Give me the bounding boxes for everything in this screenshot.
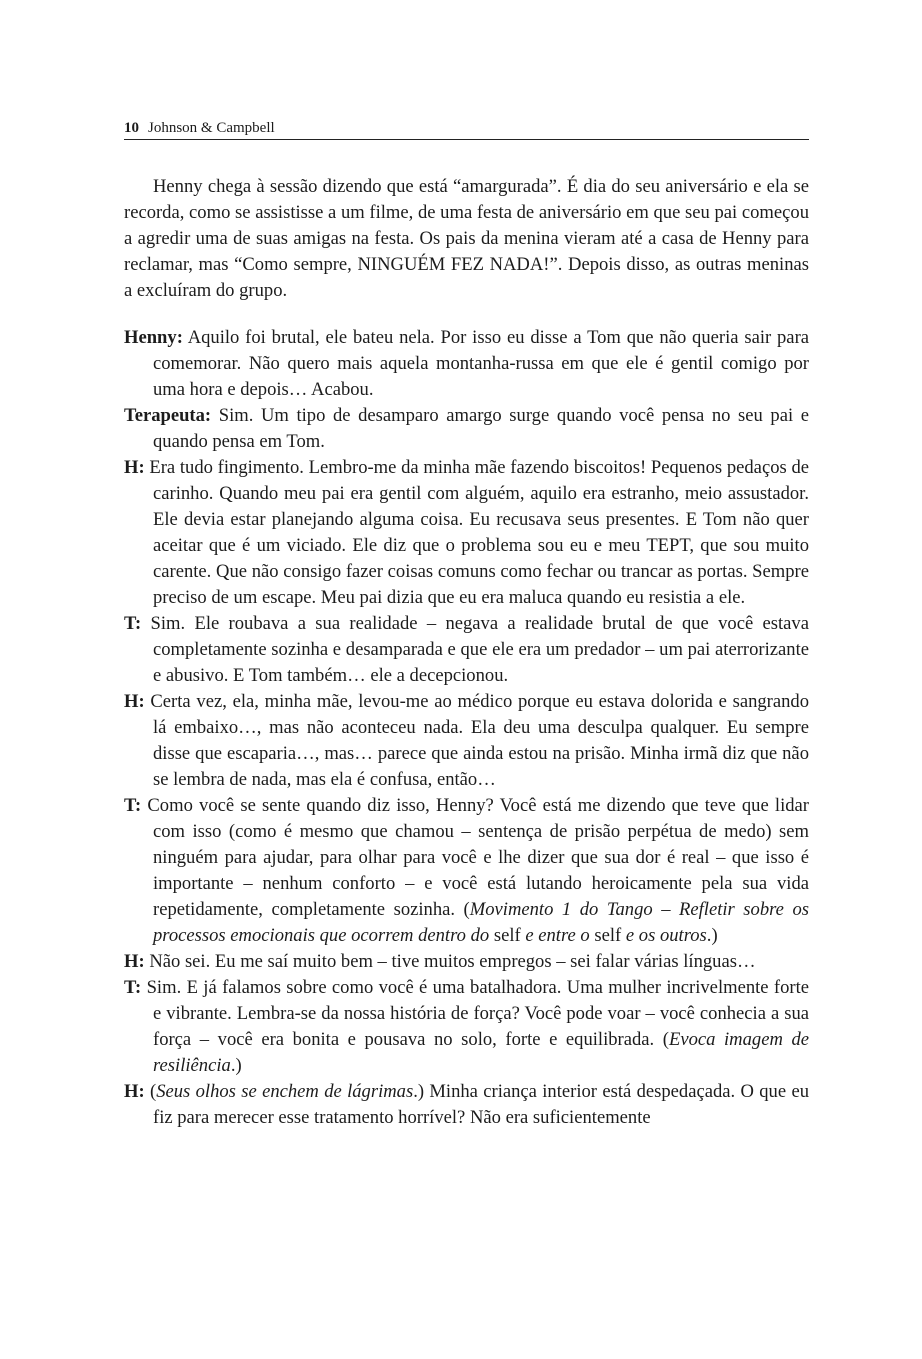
utterance: Não sei. Eu me saí muito bem – tive muitos empregos – sei falar várias línguas… [149,951,756,972]
stage-direction-open: ( [150,1081,157,1102]
dialogue-turn [124,1079,809,1131]
dialogue-turn [124,793,809,949]
stage-direction: Seus olhos se enchem de lágrimas [156,1081,414,1102]
annotation-word: self [489,925,526,946]
speaker-label: T: [124,977,142,998]
annotation-italic: Movimento 1 do Tango – Refletir sobre os processos emocionais que ocorrem dentro do [153,899,809,946]
utterance: Sim. Um tipo de desamparo amargo surge quando você pensa no seu pai e quando pensa em Tom. [153,405,809,452]
utterance: Era tudo fingimento. Lembro-me da minha mãe fazendo biscoitos! Pequenos pedaços de carinho. Quando meu pai era gentil com alguém, aquilo era estranho, meio assustador. Ele devia estar planejando alguma coisa. Eu recusava seus presentes. E Tom não quer aceitar que é um viciado. Ele diz que o problema sou eu e meu TEPT, que sou muito carente. Que não consigo fazer coisas comuns como fechar ou trancar as portas. Sempre preciso de um escape. Meu pai dizia que eu era maluca quando eu resistia a ele. [149,457,809,608]
stage-direction-close: .) [413,1081,425,1102]
utterance: Certa vez, ela, minha mãe, levou-me ao médico porque eu estava dolorida e sangrando lá embaixo…, mas não aconteceu nada. Ela deu uma desculpa qualquer. Eu sempre disse que escaparia…, mas… parece que ainda estou na prisão. Minha irmã diz que não se lembra de nada, mas ela é confusa, então… [150,691,809,790]
dialogue-transcript [124,325,809,1131]
book-page [124,118,809,1131]
speaker-label: H: [124,951,145,972]
annotation-italic: e entre o [525,925,590,946]
speaker-label: T: [124,795,142,816]
speaker-label: H: [124,691,145,712]
speaker-label: T: [124,613,142,634]
intro-paragraph: Henny chega à sessão dizendo que está “amargurada”. É dia do seu aniversário e ela se recorda, como se assistisse a um filme, de uma festa de aniversário em que seu pai começou a agredir uma de suas amigas na festa. Os pais da menina vieram até a casa de Henny para reclamar, mas “Como sempre, NINGUÉM FEZ NADA!”. Depois disso, as outras meninas a excluíram do grupo. [124,176,809,301]
annotation-close: .) [706,925,718,946]
annotation-italic: Evoca imagem de resiliência [153,1029,810,1076]
annotation-open: ( [654,1029,669,1050]
running-title: Johnson & Campbell [148,120,275,136]
speaker-label: Henny: [124,327,183,348]
utterance: Sim. E já falamos sobre como você é uma batalhadora. Uma mulher incrivelmente forte e vibrante. Lembra-se da nossa história de força? Você pode voar – você conhecia a sua força – você era bonita e pousava no solo, forte e equilibrada. [146,977,809,1050]
speaker-label: H: [124,457,145,478]
page-number: 10 [124,120,139,136]
dialogue-turn [124,403,809,455]
annotation-close: .) [230,1055,242,1076]
annotation-word: self [589,925,626,946]
dialogue-turn [124,325,809,403]
dialogue-turn [124,455,809,611]
speaker-label: Terapeuta: [124,405,212,426]
utterance: Minha criança interior está despedaçada. O que eu fiz para merecer esse tratamento horrível? Não era suficientemente [153,1081,809,1128]
utterance: Aquilo foi brutal, ele bateu nela. Por isso eu disse a Tom que não queria sair para comemorar. Não quero mais aquela montanha-russa em que ele é gentil comigo por uma hora e depois… Acabou. [153,327,810,400]
dialogue-turn [124,949,809,975]
dialogue-turn [124,975,809,1079]
dialogue-turn [124,689,809,793]
running-header [124,118,809,140]
utterance: Sim. Ele roubava a sua realidade – negava a realidade brutal de que você estava completamente sozinha e desamparada e que ele era um predador – um pai aterrorizante e abusivo. E Tom também… ele a decepcionou. [150,613,809,686]
utterance: Como você se sente quando diz isso, Henny? Você está me dizendo que teve que lidar com isso (como é mesmo que chamou – sentença de prisão perpétua de medo) sem ninguém para ajudar, para olhar para você e lhe dizer que sua dor é real – que isso é importante – nenhum conforto – e você está lutando heroicamente pela sua vida repetidamente, completamente sozinha. [147,795,809,920]
annotation-open: ( [455,899,470,920]
speaker-label: H: [124,1081,145,1102]
annotation-italic: e os outros [625,925,707,946]
dialogue-turn [124,611,809,689]
